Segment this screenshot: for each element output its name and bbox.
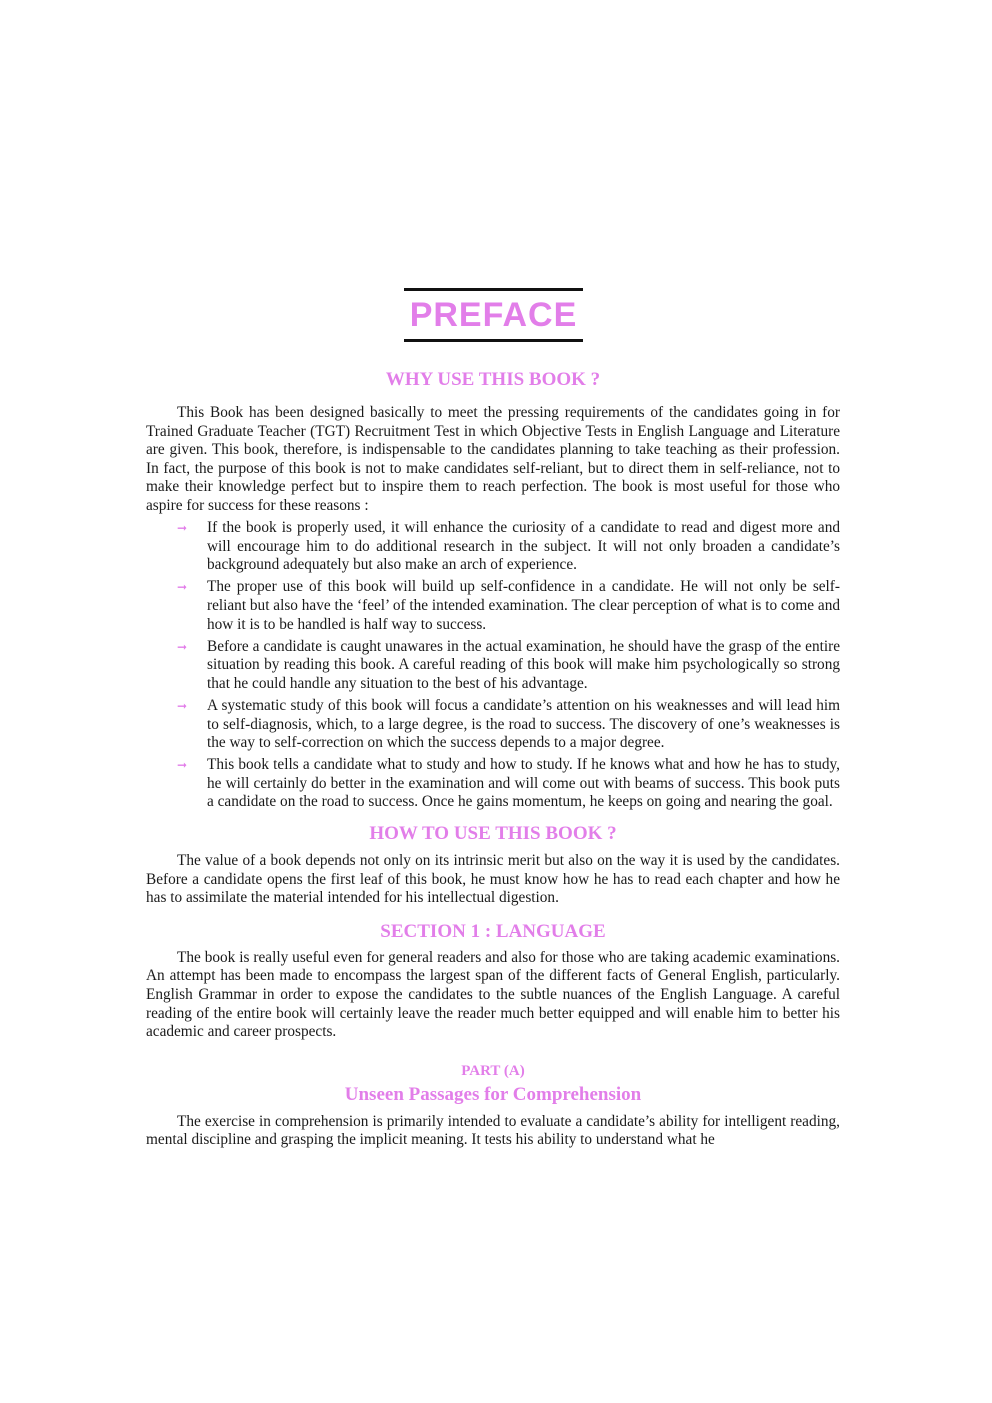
arrow-bullet-icon: ➞ [177, 580, 188, 595]
list-item [146, 578, 840, 634]
page-title: PREFACE [409, 296, 578, 334]
title-bottom-rule [404, 339, 583, 342]
section1-paragraph: The book is really useful even for general readers and also for those who are taking academic examinations. An attempt has been made to encompass the largest span of the different facts of General English, particularly. English Grammar in order to expose the candidates to the subtle nuances of the English Language. A careful reading of the entire book will certainly leave the reader much better equipped and will enable him to better his academic and career prospects. [146, 948, 840, 1041]
list-item-text: This book tells a candidate what to study and how to study. If he knows what and how he has to study, he will certainly do better in the examination and will come out with beams of success. This book puts a candidate on the road to success. Once he gains momentum, he keeps on going and nearing the goal. [207, 756, 840, 811]
part-a-paragraph: The exercise in comprehension is primarily intended to evaluate a candidate’s ability for intelligent reading, mental discipline and grasping the implicit meaning. It tests his ability to understand what he [146, 1112, 840, 1149]
why-intro-paragraph: This Book has been designed basically to meet the pressing requirements of the candidates going in for Trained Graduate Teacher (TGT) Recruitment Test in which Objective Tests in English Language and Literature are given. This book, therefore, is indispensable to the candidates planning to take teaching as their profession. In fact, the purpose of this book is not to make candidates self-reliant, but to direct them in self-reliance, not to make their knowledge perfect but to inspire them to reach perfection. The book is most useful for those who aspire for success for these reasons : [146, 404, 840, 514]
list-item [146, 756, 840, 812]
list-item-text: If the book is properly used, it will enhance the curiosity of a candidate to read and digest more and will encourage him to do additional research in the subject. It will not only broaden a candidate’s background adequately but also make an arch of experience. [207, 519, 840, 574]
section1-heading: SECTION 1 : LANGUAGE [380, 920, 606, 942]
arrow-bullet-icon: ➞ [177, 639, 188, 654]
preface-content [146, 367, 840, 1150]
arrow-bullet-icon: ➞ [177, 698, 188, 713]
part-a-label: PART (A) [461, 1062, 525, 1079]
part-a-title: Unseen Passages for Comprehension [344, 1083, 642, 1105]
title-block [404, 288, 583, 342]
how-paragraph: The value of a book depends not only on its intrinsic merit but also on the way it is used by the candidates. Before a candidate opens the first leaf of this book, he must know how he has to read each chapter and how he has to assimilate the material intended for his intellectual digestion. [146, 851, 840, 907]
list-item [146, 519, 840, 575]
why-heading: WHY USE THIS BOOK ? [385, 369, 601, 390]
how-heading: HOW TO USE THIS BOOK ? [369, 822, 617, 844]
list-item [146, 638, 840, 694]
list-item-text: The proper use of this book will build up self-confidence in a candidate. He will not only be self-reliant but also have the ‘feel’ of the intended examination. The clear perception of what is to come and how it is to be handled is half way to success. [207, 578, 840, 633]
list-item-text: Before a candidate is caught unawares in the actual examination, he should have the grasp of the entire situation by reading this book. A careful reading of this book will make him psychologically so strong that he could handle any situation to the best of his advantage. [207, 637, 840, 692]
arrow-bullet-icon: ➞ [177, 521, 188, 536]
reasons-list [146, 519, 840, 812]
list-item-text: A systematic study of this book will focus a candidate’s attention on his weaknesses and will lead him to self-diagnosis, which, to a large degree, is the road to success. The discovery of one’s weaknesses is the way to self-correction on which the success depends to a major degree. [207, 696, 840, 752]
arrow-bullet-icon: ➞ [177, 758, 188, 773]
list-item [146, 697, 840, 753]
